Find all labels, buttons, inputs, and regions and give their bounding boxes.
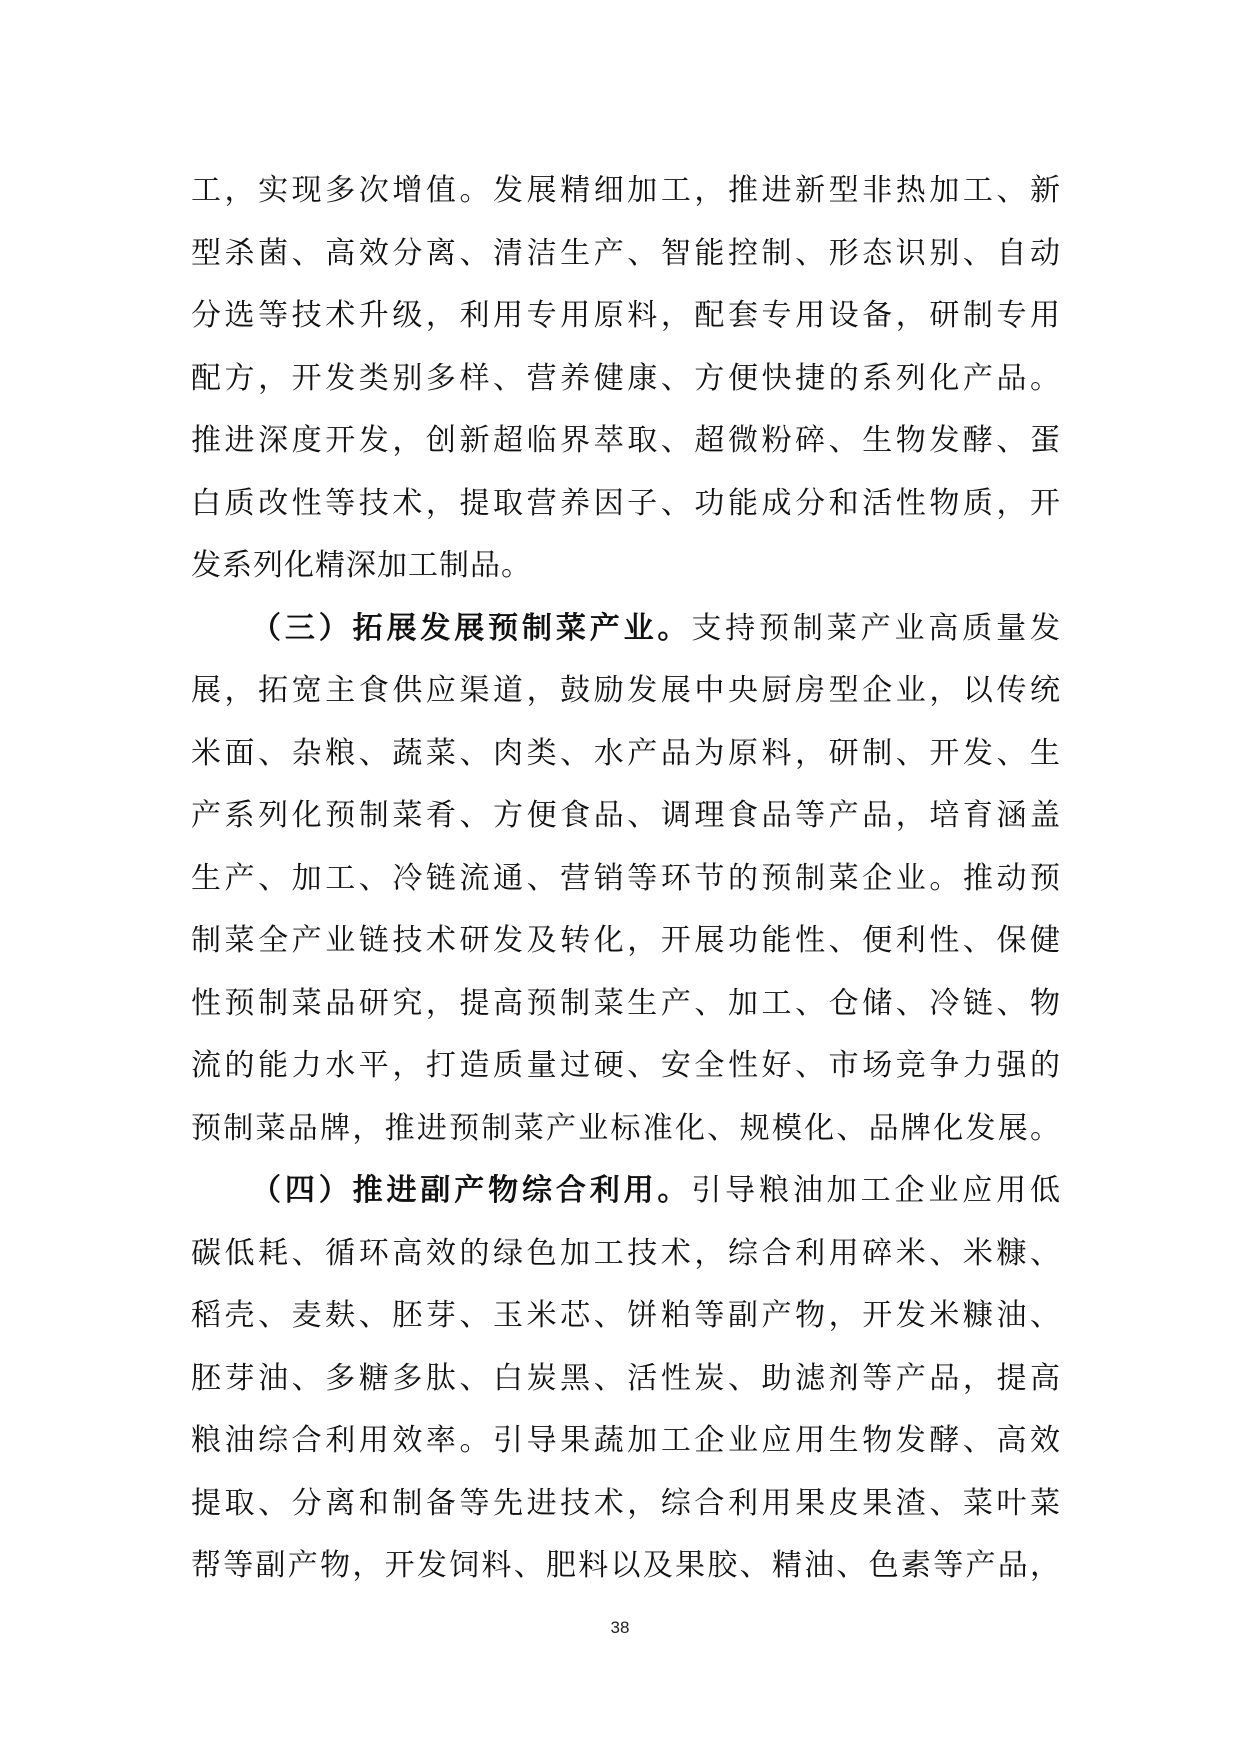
section-heading-3: （三）拓展发展预制菜产业。	[251, 610, 692, 646]
text-line: 胚芽油、多糖多肽、白炭黑、活性炭、助滤剂等产品，提高	[191, 1360, 1061, 1396]
text-line: 米面、杂粮、蔬菜、肉类、水产品为原料，研制、开发、生	[191, 735, 1061, 771]
section-heading-4: （四）推进副产物综合利用。	[251, 1173, 692, 1208]
text-line: 碳低耗、循环高效的绿色加工技术，综合利用碎米、米糠、	[191, 1235, 1061, 1271]
text-line: 生产、加工、冷链流通、营销等环节的预制菜企业。推动预	[191, 860, 1061, 896]
text-line: 推进深度开发，创新超临界萃取、超微粉碎、生物发酵、蛋	[191, 423, 1061, 458]
text-line: 流的能力水平，打造质量过硬、安全性好、市场竞争力强的	[191, 1048, 1061, 1083]
text-line: 型杀菌、高效分离、清洁生产、智能控制、形态识别、自动	[191, 235, 1061, 271]
body-text	[191, 160, 1061, 1598]
text-line: 性预制菜品研究，提高预制菜生产、加工、仓储、冷链、物	[191, 985, 1061, 1021]
paragraph-first-line	[191, 598, 1061, 661]
text-line: 制菜全产业链技术研发及转化，开展功能性、便利性、保健	[191, 923, 1061, 958]
text-line: 预制菜品牌，推进预制菜产业标准化、规模化、品牌化发展。	[191, 1110, 1061, 1146]
text-line: 工，实现多次增值。发展精细加工，推进新型非热加工、新	[191, 173, 1061, 208]
text-line: 粮油综合利用效率。引导果蔬加工企业应用生物发酵、高效	[191, 1423, 1061, 1458]
text-line: 提取、分离和制备等先进技术，综合利用果皮果渣、菜叶菜	[191, 1485, 1061, 1521]
text-line: 帮等副产物，开发饲料、肥料以及果胶、精油、色素等产品，	[191, 1548, 1061, 1583]
text-line: 配方，开发类别多样、营养健康、方便快捷的系列化产品。	[191, 360, 1061, 396]
text-span: 支持预制菜产业高质量发	[691, 610, 1061, 646]
text-line: 稻壳、麦麸、胚芽、玉米芯、饼粕等副产物，开发米糠油、	[191, 1298, 1061, 1333]
page-number: 38	[610, 1618, 630, 1637]
text-line: 分选等技术升级，利用专用原料，配套专用设备，研制专用	[191, 298, 1061, 333]
paragraph-first-line	[191, 1160, 1061, 1223]
text-line: 产系列化预制菜肴、方便食品、调理食品等产品，培育涵盖	[191, 798, 1061, 833]
text-span: 引导粮油加工企业应用低	[691, 1173, 1061, 1208]
text-line: 展，拓宽主食供应渠道，鼓励发展中央厨房型企业，以传统	[191, 673, 1061, 708]
text-line: 发系列化精深加工制品。	[191, 548, 532, 583]
text-line: 白质改性等技术，提取营养因子、功能成分和活性物质，开	[191, 485, 1061, 521]
